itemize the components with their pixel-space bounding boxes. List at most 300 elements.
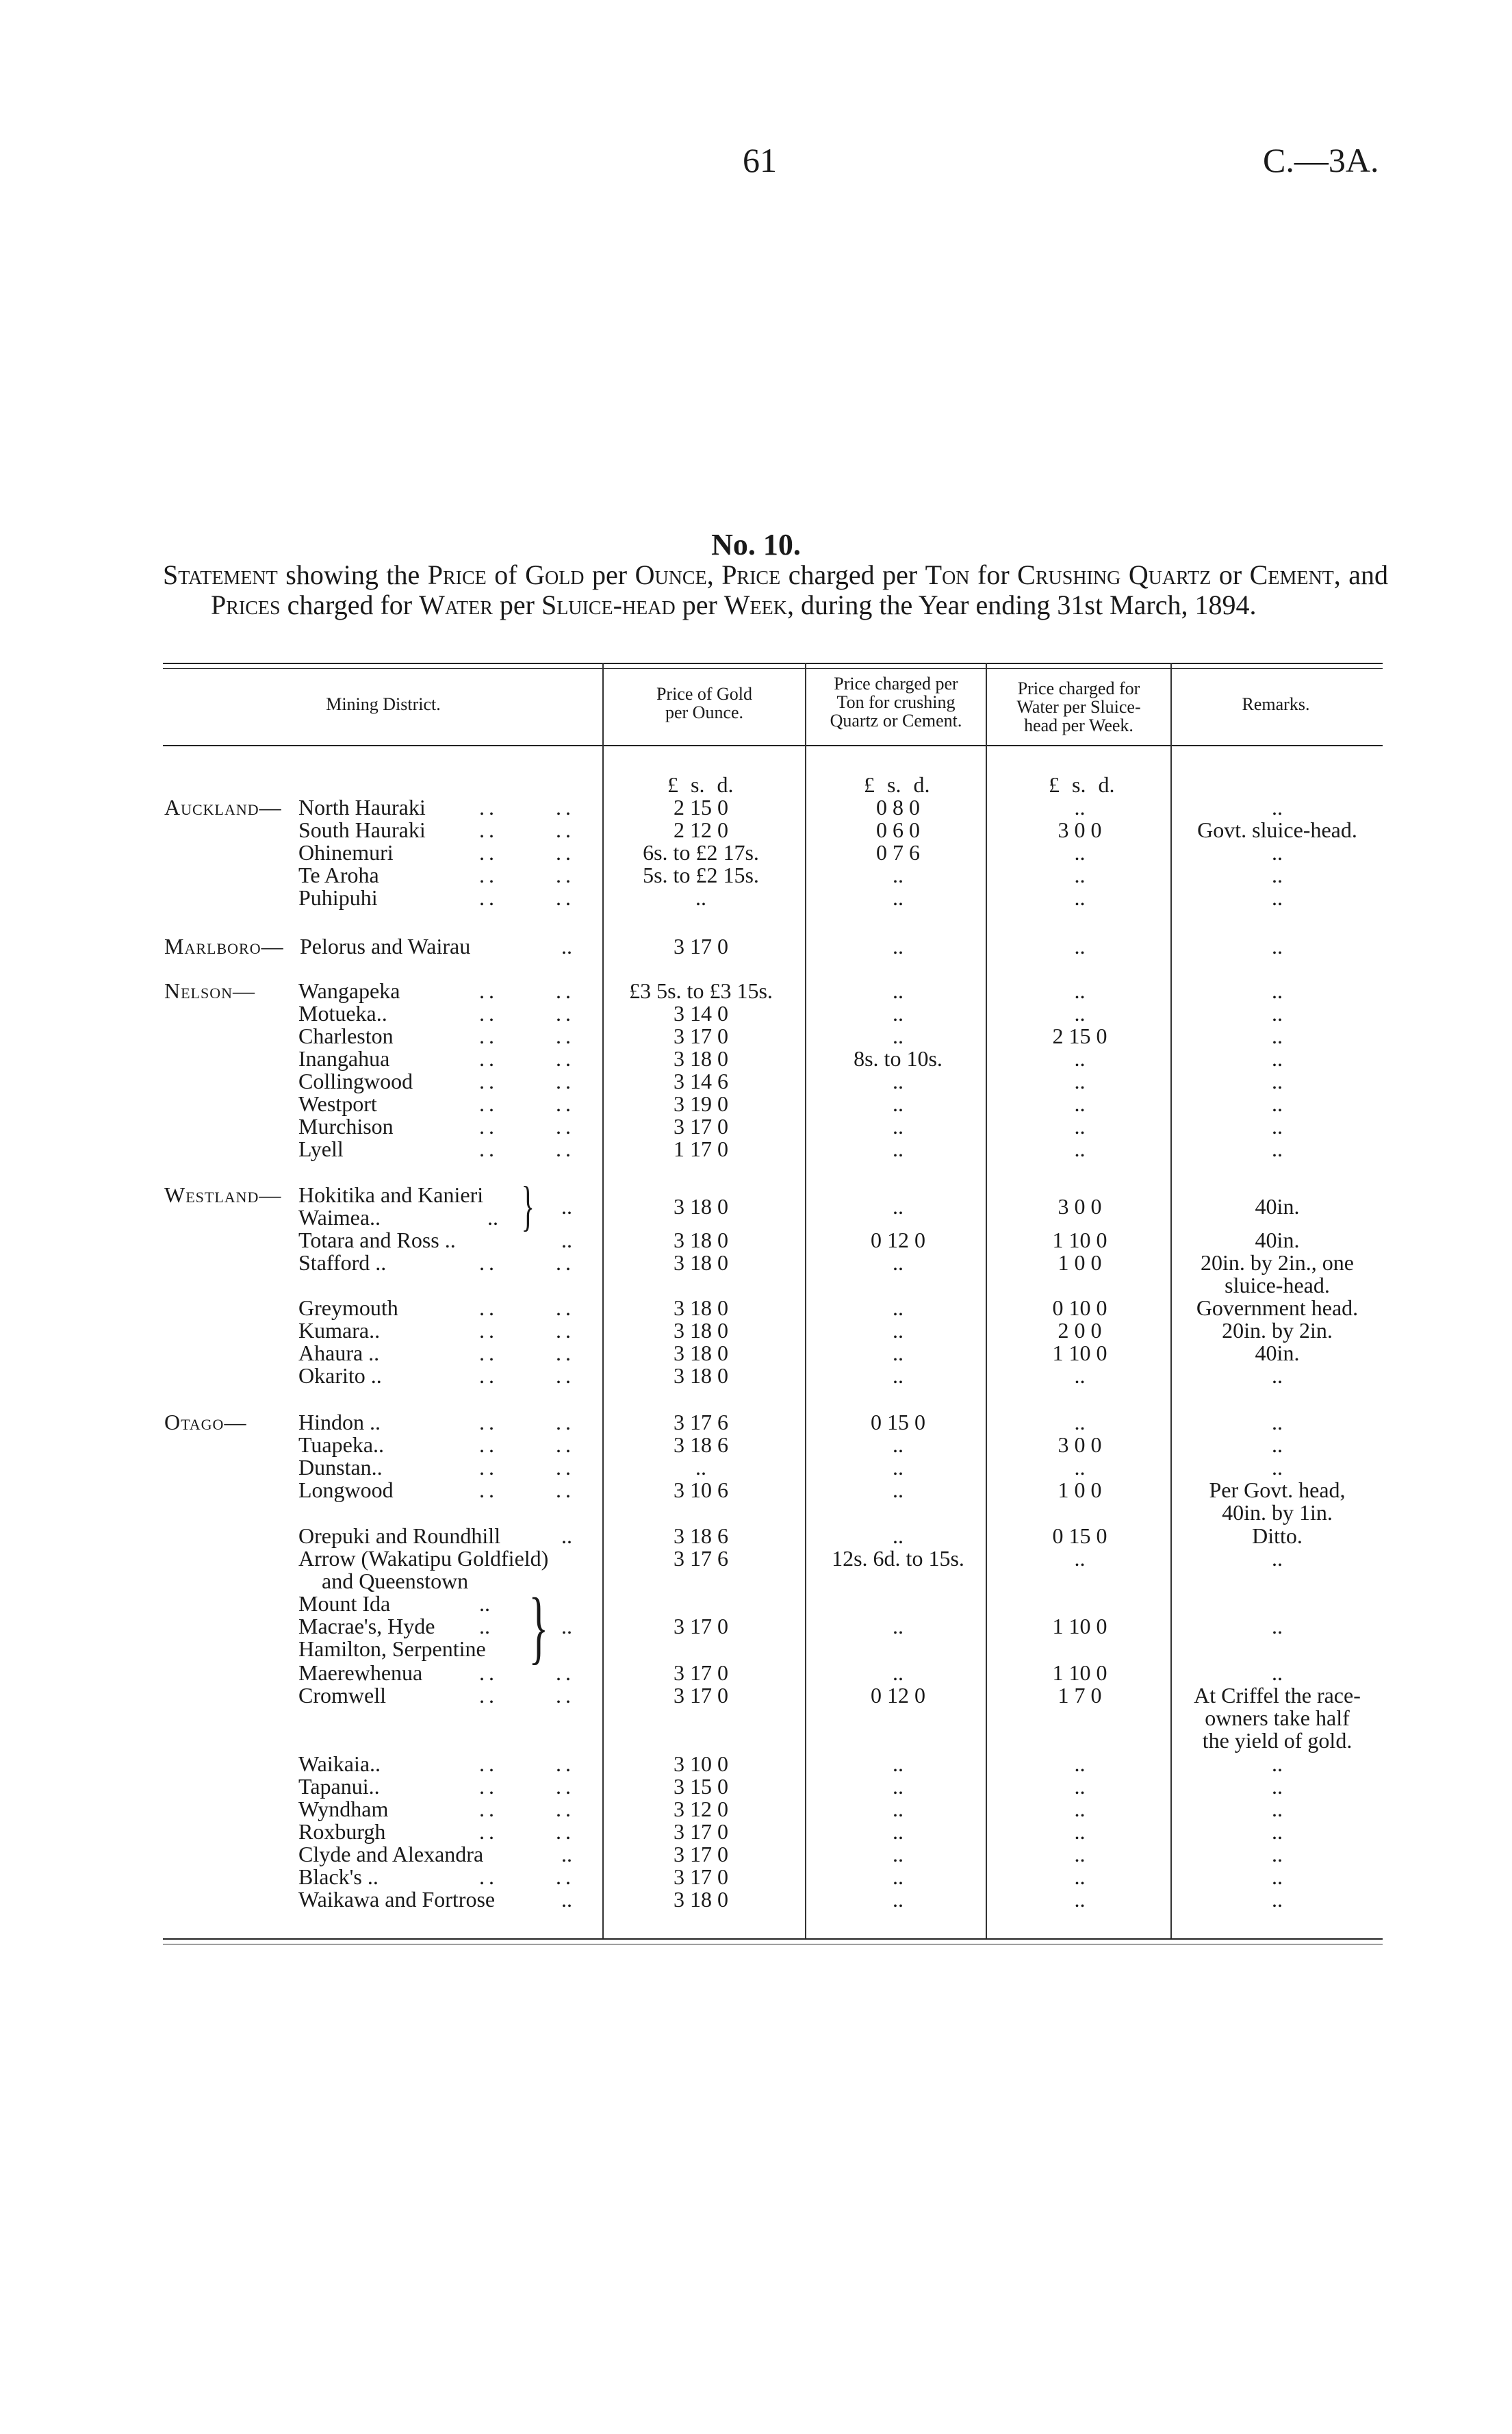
caption-text: , during the Year ending 31st March, 1894. xyxy=(786,590,1257,620)
crushing-price: 0 8 0 xyxy=(876,795,920,820)
remarks: 40in. xyxy=(1255,1341,1300,1365)
leader-dots: .. .. xyxy=(479,840,575,865)
crushing-price: .. xyxy=(893,1341,904,1365)
table-row xyxy=(0,1069,1512,1093)
remarks: 20in. by 2in., one xyxy=(1201,1250,1354,1275)
water-price: 3 0 0 xyxy=(1058,817,1102,842)
leader-dots: .. xyxy=(479,1591,490,1616)
district-name: Black's .. xyxy=(298,1864,379,1889)
caption-word: Price xyxy=(427,559,487,590)
crushing-price: .. xyxy=(893,1318,904,1343)
gold-price: 2 15 0 xyxy=(674,795,728,820)
header-line: Water per Sluice- xyxy=(1016,697,1141,717)
brace: } xyxy=(528,1581,549,1672)
table-row xyxy=(0,1364,1512,1387)
remarks: the yield of gold. xyxy=(1202,1728,1353,1753)
district-name: Roxburgh xyxy=(298,1819,386,1844)
district-name: Totara and Ross .. xyxy=(298,1228,456,1252)
table-bottom-rule xyxy=(163,1938,1383,1940)
crushing-price: .. xyxy=(893,1114,904,1139)
water-price: 1 10 0 xyxy=(1052,1660,1107,1685)
remarks: .. xyxy=(1272,840,1283,865)
remarks: Per Govt. head, xyxy=(1209,1478,1346,1502)
district-name: Te Aroha xyxy=(298,863,379,887)
table-row xyxy=(0,1865,1512,1888)
crushing-price: .. xyxy=(893,1842,904,1866)
district-name: Cromwell xyxy=(298,1683,386,1708)
table-row xyxy=(0,1433,1512,1456)
caption-word: Quartz xyxy=(1128,559,1212,590)
caption-text: charged for xyxy=(280,590,420,620)
district-name: Lyell xyxy=(298,1137,344,1161)
gold-price: 2 12 0 xyxy=(674,817,728,842)
water-price: 3 0 0 xyxy=(1058,1194,1102,1219)
table-row xyxy=(0,1251,1512,1274)
table-row xyxy=(0,1228,1512,1252)
crushing-price: 0 12 0 xyxy=(871,1228,925,1252)
district-name: Murchison xyxy=(298,1114,394,1139)
remarks: 40in. xyxy=(1255,1194,1300,1219)
region-label: Westland— xyxy=(164,1182,282,1207)
gold-price: 3 17 0 xyxy=(674,1024,728,1048)
remarks: .. xyxy=(1272,863,1283,887)
remarks: .. xyxy=(1272,1024,1283,1048)
water-price: .. xyxy=(1074,1751,1086,1776)
region-label: Nelson— xyxy=(164,978,255,1003)
leader-dots: .. xyxy=(479,1614,490,1638)
remarks: Govt. sluice-head. xyxy=(1197,817,1357,842)
table-row xyxy=(0,1614,1512,1638)
leader-dots: .. .. xyxy=(479,817,575,842)
leader-dots: .. .. xyxy=(479,1318,575,1343)
remarks: Government head. xyxy=(1196,1295,1359,1320)
header-rule xyxy=(163,745,1383,746)
table-row xyxy=(0,1684,1512,1707)
district-name: and Queenstown xyxy=(322,1569,469,1593)
remarks: .. xyxy=(1272,795,1283,820)
water-price: .. xyxy=(1074,1864,1086,1889)
gold-price: 3 17 0 xyxy=(674,934,728,959)
crushing-price: .. xyxy=(893,1295,904,1320)
caption-word: Ounce xyxy=(635,559,707,590)
water-price: 2 0 0 xyxy=(1058,1318,1102,1343)
leader-dots: .. .. xyxy=(479,1137,575,1161)
gold-price: .. xyxy=(695,1455,706,1480)
leader-dots: .. .. xyxy=(479,1250,575,1275)
district-name: Puhipuhi xyxy=(298,885,378,910)
gold-price: 3 10 0 xyxy=(674,1751,728,1776)
table-row xyxy=(0,1820,1512,1843)
gold-price: 3 17 0 xyxy=(674,1114,728,1139)
crushing-price: .. xyxy=(893,885,904,910)
leader-dots: .. xyxy=(561,1194,572,1219)
water-price: .. xyxy=(1074,1410,1086,1434)
crushing-price: .. xyxy=(893,1523,904,1548)
region-label: Auckland— xyxy=(164,795,282,820)
crushing-price: 0 7 6 xyxy=(876,840,920,865)
units-crushing: £ s. d. xyxy=(864,772,930,797)
gold-price: 3 17 0 xyxy=(674,1614,728,1638)
table-row xyxy=(0,1478,1512,1501)
table-row xyxy=(0,1047,1512,1070)
crushing-price: .. xyxy=(893,1250,904,1275)
caption-word: Statement xyxy=(163,559,278,590)
water-price: 3 0 0 xyxy=(1058,1432,1102,1457)
table-row xyxy=(0,863,1512,887)
remarks: .. xyxy=(1272,1410,1283,1434)
district-name: Hindon .. xyxy=(298,1410,381,1434)
water-price: 0 10 0 xyxy=(1052,1295,1107,1320)
district-name: Clyde and Alexandra xyxy=(298,1842,484,1866)
header-line: Quartz or Cement. xyxy=(830,711,962,731)
header-line: per Ounce. xyxy=(665,702,744,722)
remarks: Ditto. xyxy=(1252,1523,1303,1548)
leader-dots: .. .. xyxy=(479,1683,575,1708)
caption-word: Ton xyxy=(925,559,970,590)
water-price: .. xyxy=(1074,1046,1086,1071)
water-price: 0 15 0 xyxy=(1052,1523,1107,1548)
district-name: Greymouth xyxy=(298,1295,398,1320)
table-row xyxy=(0,886,1512,909)
table-row xyxy=(0,1137,1512,1161)
leader-dots: .. .. xyxy=(479,1410,575,1434)
water-price: .. xyxy=(1074,1001,1086,1026)
crushing-price: .. xyxy=(893,863,904,887)
region-label: Otago— xyxy=(164,1410,247,1434)
district-name: Tuapeka.. xyxy=(298,1432,385,1457)
gold-price: 3 18 0 xyxy=(674,1341,728,1365)
caption-text: per xyxy=(584,559,635,590)
remarks: .. xyxy=(1272,1455,1283,1480)
table-row xyxy=(0,796,1512,819)
gold-price: 3 17 0 xyxy=(674,1660,728,1685)
water-price: .. xyxy=(1074,1819,1086,1844)
leader-dots: .. .. xyxy=(479,863,575,887)
crushing-price: 0 15 0 xyxy=(871,1410,925,1434)
crushing-price: .. xyxy=(893,1751,904,1776)
water-price: 1 10 0 xyxy=(1052,1614,1107,1638)
remarks: 20in. by 2in. xyxy=(1222,1318,1333,1343)
remarks: .. xyxy=(1272,1774,1283,1799)
district-name: Hokitika and Kanieri xyxy=(298,1182,484,1207)
header-line: Price of Gold xyxy=(656,684,753,704)
table-row xyxy=(0,1729,1512,1752)
leader-dots: .. .. xyxy=(479,1024,575,1048)
leader-dots: .. .. xyxy=(479,1774,575,1799)
remarks: .. xyxy=(1272,1751,1283,1776)
table-row xyxy=(0,1569,1512,1593)
gold-price: 3 18 0 xyxy=(674,1295,728,1320)
water-price: .. xyxy=(1074,1114,1086,1139)
gold-price: 3 17 6 xyxy=(674,1546,728,1571)
table-row xyxy=(0,1092,1512,1115)
gold-price: 3 17 0 xyxy=(674,1683,728,1708)
leader-dots: .. .. xyxy=(479,1478,575,1502)
remarks: .. xyxy=(1272,1091,1283,1116)
water-price: 1 7 0 xyxy=(1058,1683,1102,1708)
leader-dots: .. xyxy=(561,1842,572,1866)
crushing-price: .. xyxy=(893,934,904,959)
caption-text: showing the xyxy=(277,559,428,590)
district-name: Ohinemuri xyxy=(298,840,394,865)
header-line: head per Week. xyxy=(1024,715,1133,735)
water-price: .. xyxy=(1074,1546,1086,1571)
district-name: Westport xyxy=(298,1091,377,1116)
leader-dots: .. xyxy=(561,1887,572,1912)
district-name: Wangapeka xyxy=(298,978,400,1003)
table-row xyxy=(0,841,1512,864)
gold-price: 3 18 6 xyxy=(674,1432,728,1457)
crushing-price: 0 6 0 xyxy=(876,817,920,842)
table-row xyxy=(0,1273,1512,1297)
gold-price: .. xyxy=(695,885,706,910)
gold-price: 3 17 0 xyxy=(674,1819,728,1844)
caption-word: Sluice-head xyxy=(541,590,676,620)
water-price: .. xyxy=(1074,1137,1086,1161)
leader-dots: .. .. xyxy=(479,1046,575,1071)
gold-price: 3 18 0 xyxy=(674,1194,728,1219)
leader-dots: .. .. xyxy=(479,795,575,820)
leader-dots: .. xyxy=(561,1523,572,1548)
remarks: .. xyxy=(1272,1001,1283,1026)
table-top-rule-thin xyxy=(163,668,1383,669)
caption-text: per xyxy=(492,590,541,620)
district-name: Inangahua xyxy=(298,1046,390,1071)
crushing-price: 0 12 0 xyxy=(871,1683,925,1708)
remarks: sluice-head. xyxy=(1225,1273,1330,1297)
district-name: Tapanui.. xyxy=(298,1774,380,1799)
header-line: Price charged for xyxy=(1017,679,1140,698)
remarks: .. xyxy=(1272,1614,1283,1638)
leader-dots: .. .. xyxy=(479,1114,575,1139)
remarks: .. xyxy=(1272,885,1283,910)
leader-dots: .. xyxy=(487,1205,498,1230)
column-header-district: Mining District. xyxy=(326,694,441,714)
leader-dots: .. .. xyxy=(479,1341,575,1365)
remarks: .. xyxy=(1272,1114,1283,1139)
caption-word: Water xyxy=(419,590,493,620)
gold-price: 3 15 0 xyxy=(674,1774,728,1799)
crushing-price: .. xyxy=(893,1001,904,1026)
leader-dots: .. xyxy=(561,1614,572,1638)
water-price: .. xyxy=(1074,1797,1086,1821)
table-row xyxy=(0,818,1512,841)
column-header-water xyxy=(988,679,1169,735)
leader-dots: .. .. xyxy=(479,885,575,910)
leader-dots: .. .. xyxy=(479,1455,575,1480)
crushing-price: .. xyxy=(893,1069,904,1093)
units-gold: £ s. d. xyxy=(667,772,734,797)
remarks: .. xyxy=(1272,1137,1283,1161)
caption-word: Gold xyxy=(525,559,585,590)
table-row xyxy=(0,1410,1512,1434)
crushing-price: .. xyxy=(893,1137,904,1161)
crushing-price: .. xyxy=(893,1774,904,1799)
gold-price: 3 18 0 xyxy=(674,1046,728,1071)
table-row xyxy=(0,1456,1512,1479)
gold-price: 3 14 0 xyxy=(674,1001,728,1026)
gold-price: 3 18 0 xyxy=(674,1318,728,1343)
table-row xyxy=(0,1115,1512,1138)
leader-dots: .. .. xyxy=(479,1295,575,1320)
district-name: North Hauraki xyxy=(298,795,426,820)
leader-dots: .. .. xyxy=(479,1819,575,1844)
table-row xyxy=(0,935,1512,958)
table-row xyxy=(0,1024,1512,1048)
region-label: Marlboro— xyxy=(164,934,284,959)
table-row xyxy=(0,1524,1512,1547)
table-row xyxy=(0,1888,1512,1911)
crushing-price: .. xyxy=(893,1024,904,1048)
district-name: Waikaia.. xyxy=(298,1751,381,1776)
crushing-price: .. xyxy=(893,1432,904,1457)
district-name: Waikawa and Fortrose xyxy=(298,1887,496,1912)
remarks: .. xyxy=(1272,1432,1283,1457)
water-price: .. xyxy=(1074,1842,1086,1866)
leader-dots: .. .. xyxy=(479,1091,575,1116)
crushing-price: .. xyxy=(893,1478,904,1502)
water-price: .. xyxy=(1074,934,1086,959)
table-title: No. 10. xyxy=(711,528,801,561)
district-name: Dunstan.. xyxy=(298,1455,383,1480)
table-row xyxy=(0,1706,1512,1729)
gold-price: 3 17 0 xyxy=(674,1842,728,1866)
crushing-price: .. xyxy=(893,1091,904,1116)
district-name: Longwood xyxy=(298,1478,394,1502)
gold-price: 3 18 6 xyxy=(674,1523,728,1548)
crushing-price: .. xyxy=(893,1819,904,1844)
remarks: .. xyxy=(1272,1864,1283,1889)
leader-dots: .. .. xyxy=(479,978,575,1003)
table-row xyxy=(0,1002,1512,1025)
water-price: .. xyxy=(1074,1091,1086,1116)
water-price: 1 0 0 xyxy=(1058,1250,1102,1275)
leader-dots: .. .. xyxy=(479,1797,575,1821)
leader-dots: .. .. xyxy=(479,1001,575,1026)
table-row xyxy=(0,1637,1512,1660)
column-header-gold xyxy=(605,685,804,722)
caption-word: Prices xyxy=(211,590,281,620)
district-name: Maerewhenua xyxy=(298,1660,423,1685)
gold-price: £3 5s. to £3 15s. xyxy=(629,978,773,1003)
water-price: .. xyxy=(1074,1069,1086,1093)
gold-price: 5s. to £2 15s. xyxy=(643,863,759,887)
leader-dots: .. .. xyxy=(479,1751,575,1776)
gold-price: 3 18 0 xyxy=(674,1363,728,1388)
document-reference: C.—3A. xyxy=(1263,141,1379,179)
water-price: 2 15 0 xyxy=(1052,1024,1107,1048)
header-line: Ton for crushing xyxy=(836,692,956,712)
table-row xyxy=(0,1775,1512,1798)
remarks: .. xyxy=(1272,1842,1283,1866)
water-price: .. xyxy=(1074,978,1086,1003)
table-row xyxy=(0,979,1512,1002)
table-row xyxy=(0,1797,1512,1821)
table-row xyxy=(0,1319,1512,1342)
water-price: .. xyxy=(1074,1455,1086,1480)
caption-text: for xyxy=(969,559,1018,590)
district-name: Collingwood xyxy=(298,1069,413,1093)
crushing-price: 12s. 6d. to 15s. xyxy=(832,1546,964,1571)
crushing-price: .. xyxy=(893,1455,904,1480)
crushing-price: .. xyxy=(893,1363,904,1388)
district-name: Okarito .. xyxy=(298,1363,382,1388)
water-price: .. xyxy=(1074,1887,1086,1912)
water-price: .. xyxy=(1074,1774,1086,1799)
units-water: £ s. d. xyxy=(1049,772,1115,797)
remarks: .. xyxy=(1272,1546,1283,1571)
district-name: Pelorus and Wairau xyxy=(300,934,471,959)
header-line: Price charged per xyxy=(834,674,958,694)
remarks: .. xyxy=(1272,934,1283,959)
table-row xyxy=(0,1195,1512,1218)
remarks: At Criffel the race- xyxy=(1194,1683,1361,1708)
leader-dots: .. .. xyxy=(479,1069,575,1093)
crushing-price: .. xyxy=(893,978,904,1003)
remarks: .. xyxy=(1272,1660,1283,1685)
crushing-price: 8s. to 10s. xyxy=(854,1046,943,1071)
table-top-rule xyxy=(163,663,1383,664)
gold-price: 1 17 0 xyxy=(674,1137,728,1161)
table-row xyxy=(0,1752,1512,1775)
water-price: 1 0 0 xyxy=(1058,1478,1102,1502)
gold-price: 3 17 0 xyxy=(674,1864,728,1889)
remarks: 40in. xyxy=(1255,1228,1300,1252)
caption-word: Crushing xyxy=(1017,559,1121,590)
district-name: Arrow (Wakatipu Goldfield) xyxy=(298,1546,549,1571)
district-name: Macrae's, Hyde xyxy=(298,1614,435,1638)
remarks: .. xyxy=(1272,1887,1283,1912)
remarks: owners take half xyxy=(1205,1706,1350,1730)
gold-price: 3 10 6 xyxy=(674,1478,728,1502)
water-price: .. xyxy=(1074,863,1086,887)
brace: } xyxy=(521,1176,535,1237)
district-name: South Hauraki xyxy=(298,817,426,842)
table-row xyxy=(0,1341,1512,1365)
caption-word: Cement xyxy=(1249,559,1334,590)
table-row xyxy=(0,1501,1512,1524)
caption-text: per xyxy=(675,590,724,620)
caption-text: or xyxy=(1211,559,1250,590)
column-header-crushing xyxy=(808,674,984,730)
table-row xyxy=(0,1296,1512,1319)
caption-text: , and xyxy=(1333,559,1389,590)
leader-dots: .. xyxy=(561,934,572,959)
gold-price: 3 18 0 xyxy=(674,1887,728,1912)
caption-text: charged per xyxy=(780,559,925,590)
table-row xyxy=(0,1842,1512,1866)
district-name: Hamilton, Serpentine xyxy=(298,1636,486,1661)
district-name: Charleston xyxy=(298,1024,394,1048)
leader-dots: .. .. xyxy=(479,1432,575,1457)
district-name: Stafford .. xyxy=(298,1250,387,1275)
gold-price: 3 19 0 xyxy=(674,1091,728,1116)
gold-price: 3 12 0 xyxy=(674,1797,728,1821)
crushing-price: .. xyxy=(893,1887,904,1912)
caption-word: Week xyxy=(723,590,787,620)
table-caption xyxy=(163,560,1388,620)
page-number: 61 xyxy=(743,141,777,179)
district-name: Mount Ida xyxy=(298,1591,391,1616)
caption-text: of xyxy=(486,559,526,590)
remarks: .. xyxy=(1272,1797,1283,1821)
district-name: Kumara.. xyxy=(298,1318,381,1343)
column-header-remarks: Remarks. xyxy=(1242,694,1310,714)
remarks: .. xyxy=(1272,1046,1283,1071)
water-price: .. xyxy=(1074,1363,1086,1388)
remarks: .. xyxy=(1272,1069,1283,1093)
district-name: Motueka.. xyxy=(298,1001,387,1026)
